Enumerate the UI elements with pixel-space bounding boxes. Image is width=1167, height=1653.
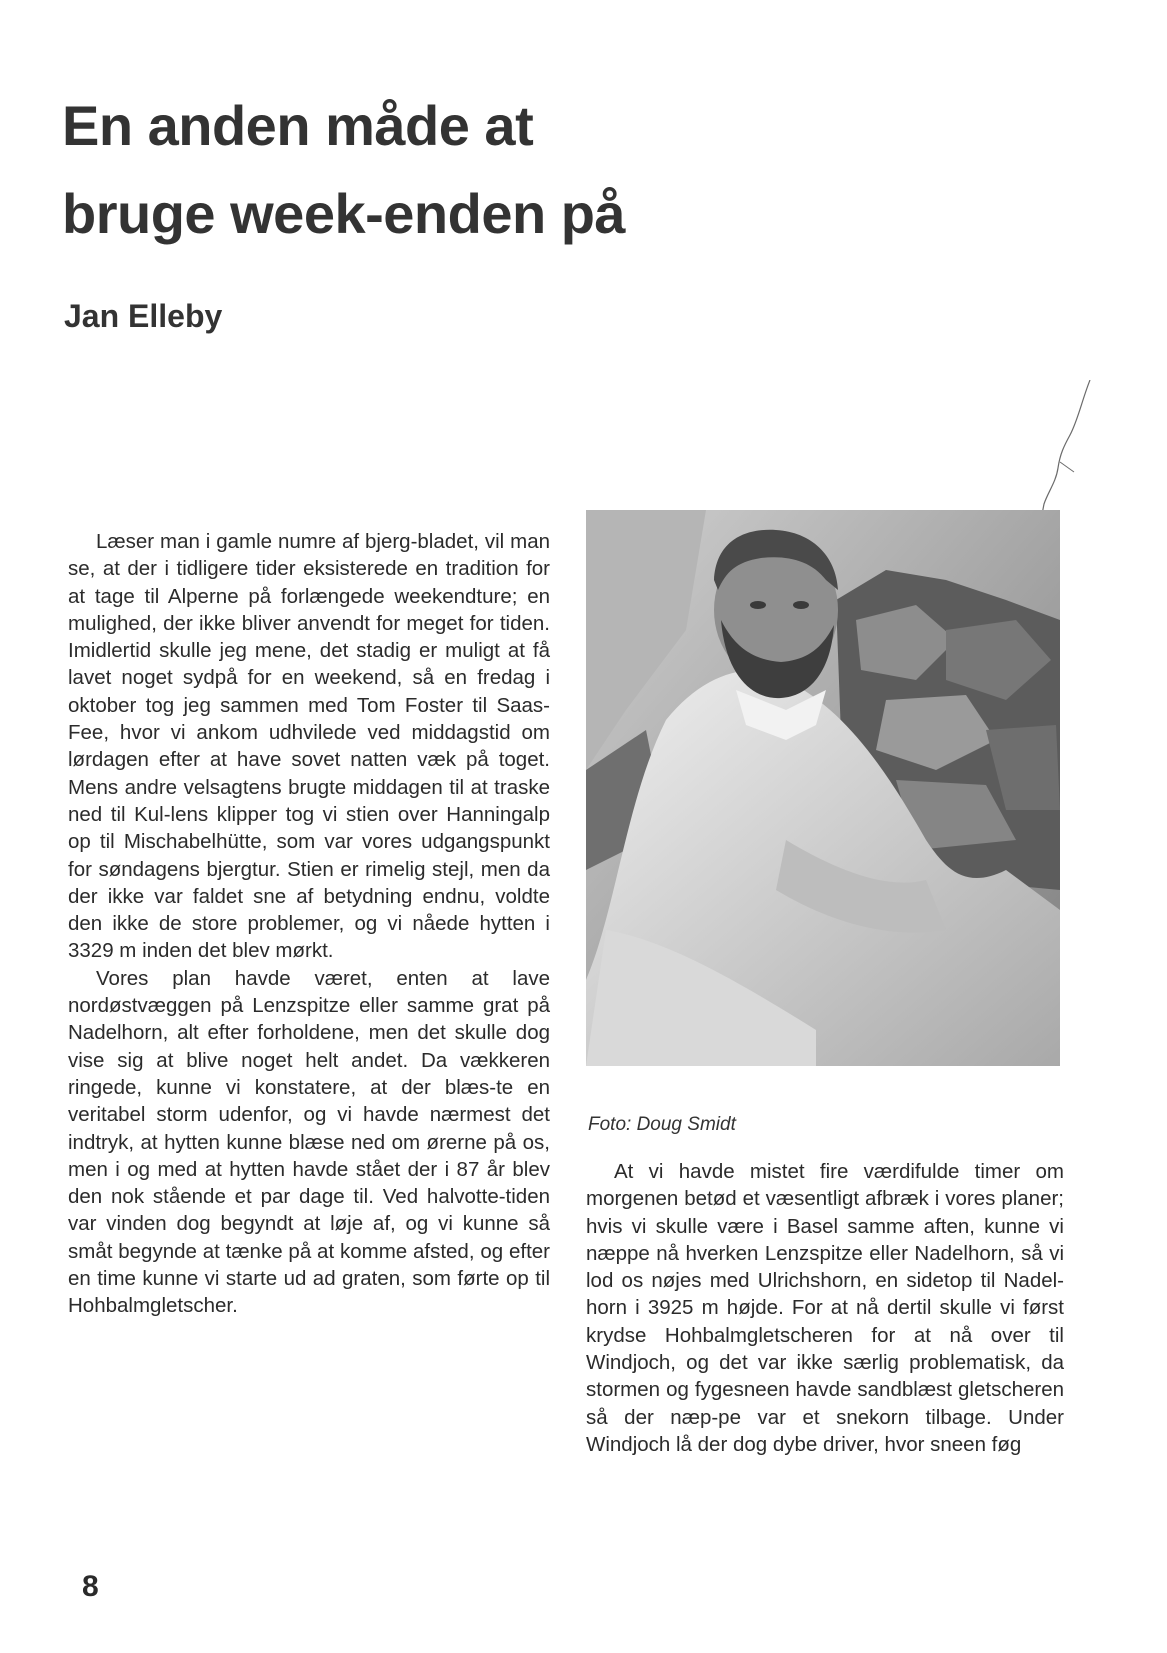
photo-illustration [586,510,1060,1066]
photo-caption: Foto: Doug Smidt [588,1114,736,1135]
title-line-1: En anden måde at [62,94,534,157]
page-number: 8 [82,1570,99,1603]
body-column-left [68,528,550,1320]
paragraph: Læser man i gamle numre af bjerg-bladet, vil man se, at der i tidligere tider eksisterede en tradition for at tage til Alperne på forlængede weekendture; en mulighed, der ikke bliver anvendt for meget for tiden. Imidlertid skulle jeg mene, det stadig er muligt at få lavet noget sydpå for en weekend, så en fredag i oktober tog jeg sammen med Tom Foster til Saas-Fee, hvor vi ankom udhvilede ved middagstid om lørdagen efter at have sovet natten væk på toget. Mens andre velsagtens brugte middagen til at traske ned til Kul-lens klipper tog vi stien over Hanningalp op til Mischabelhütte, som var vores udgangspunkt for søndagens bjergtur. Stien er rimelig stejl, men da der ikke var faldet sne af betydning endnu, voldte den ikke de store problemer, og vi nåede hytten i 3329 m inden det blev mørkt. [68,530,550,963]
portrait-photo [586,510,1060,1066]
paragraph: At vi havde mistet fire værdifulde timer om morgenen betød et væsentligt afbræk i vores planer; hvis vi skulle være i Basel samme aften, kunne vi næppe nå hverken Lenzspitze eller Nadelhorn, så vi lod os nøjes med Ulrichshorn, en sidetop til Nadel-horn i 3925 m højde. For at nå dertil skulle vi først krydse Hohbalmgletscheren for at nå over til Windjoch, og det var ikke særlig problematisk, da stormen og fygesneen havde sandblæst gletscheren så der næp-pe var et snekorn tilbage. Under Windjoch lå der dog dybe driver, hvor sneen føg [586,1160,1064,1456]
body-column-right [586,1158,1064,1458]
title-line-2: bruge week-enden på [62,182,626,245]
author-byline: Jan Elleby [64,298,223,334]
paragraph: Vores plan havde været, enten at lave nordøstvæggen på Lenzspitze eller samme grat på Nadelhorn, alt efter forholdene, men det skulle dog vise sig at blive noget helt andet. Da vækkeren ringede, kunne vi konstatere, at der blæs-te en veritabel storm udenfor, og vi havde nærmest det indtryk, at hytten kunne blæse ned om ørerne på os, men i og med at hytten havde stået der i 87 år blev den nok stående et par dage til. Ved halvotte-tiden var vinden dog begyndt at løje af, og vi kunne så småt begynde at tænke på at komme afsted, og efter en time kunne vi starte ud ad graten, som førte op til Hohbalmgletscher. [68,966,550,1318]
article-title [62,82,625,258]
